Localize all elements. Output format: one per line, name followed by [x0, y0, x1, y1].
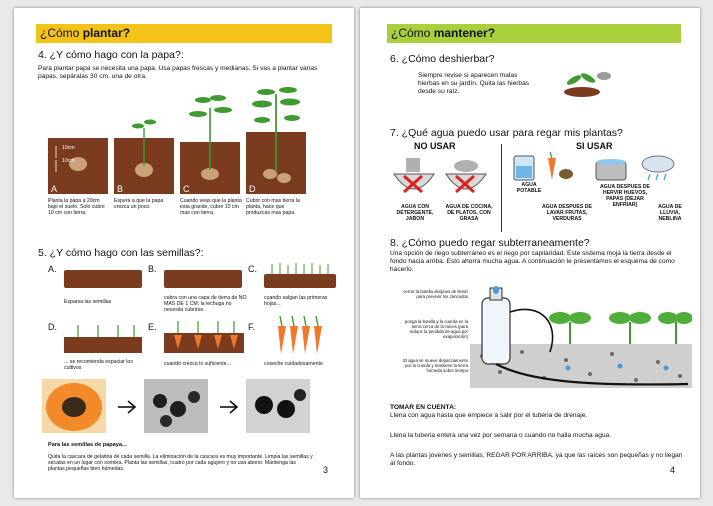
- drinking-water-icon: [514, 156, 534, 180]
- diagram-label-bury: ponga la botella y la cuerda en la tierra cerca de la raíces (para reducir la pendida de agua por evaporación): [404, 319, 468, 339]
- seed-letter-d: D.: [48, 322, 57, 332]
- no-use-label: NO USAR: [414, 141, 456, 151]
- seed-soil-b: [164, 270, 242, 288]
- papaya-photo: [42, 379, 106, 433]
- potato-panel-d: [246, 87, 306, 194]
- tip-2: Llena la tuberia entera una vez por semana o cuando no halla mucha agua.: [390, 432, 612, 439]
- page-number-left: 3: [323, 465, 329, 475]
- capillary-irrigation-diagram: [470, 282, 692, 394]
- diagram-label-wick: El agua se mueve depacciamente por la cuerda y mantiene la tierra húmeda sobre tiempo: [403, 358, 468, 373]
- section7-title: 7. ¿Qué agua puedo usar para regar mis plantas?: [390, 127, 623, 139]
- seed-caption-e: cuando crezca lo suficiente...: [164, 361, 231, 367]
- section6-text: Siempre revise si aparecen malas hierbas en su jardín. Quita las hierbas desde su raíz.: [418, 72, 530, 95]
- page-number-right: 4: [670, 465, 676, 475]
- depth-label-1: 10cm: [62, 145, 75, 151]
- seed-caption-f: coseche cuidadosamente: [264, 361, 323, 367]
- left-page: [14, 8, 354, 498]
- right-page: [360, 8, 700, 498]
- potato-panel-b: [114, 120, 174, 195]
- arrow-icon: [118, 401, 135, 413]
- seeds-photo-1: [144, 379, 208, 433]
- boiling-pot-icon: [596, 159, 626, 180]
- tips-title: TOMAR EN CUENTA:: [390, 404, 457, 411]
- potato-caption-c: Cuando veas que la planta esta grande, cubre 10 cm mas con tierra.: [180, 198, 242, 216]
- grown-carrots-in-soil: [164, 319, 244, 353]
- greasy-water-icon: [446, 160, 486, 192]
- potato-letter-c: C: [183, 184, 190, 194]
- seed-letter-e: E.: [148, 322, 157, 332]
- plant-row: [549, 312, 692, 344]
- tip-1: Llena con agua hasta que empiece a salir por el tuberia de drenaje.: [390, 412, 588, 419]
- yes-use-label: SI USAR: [576, 141, 613, 151]
- seed-letter-f: F.: [248, 322, 256, 332]
- vegetables-icon: [548, 152, 573, 180]
- detergent-water-icon: [394, 158, 434, 192]
- water-divider: [501, 144, 502, 232]
- diagram-label-cap: cerrar la botella despúes de llenar para prevenir los zancudos: [403, 289, 468, 299]
- harvested-carrots: [272, 314, 328, 354]
- seed-caption-c: cuando salgan las primeras hojas...: [264, 295, 328, 307]
- papaya-seed-photos: [42, 379, 328, 435]
- seed-letter-a: A.: [48, 264, 57, 274]
- arrow-icon: [220, 401, 237, 413]
- seed-caption-a: Esparsa las semillas: [64, 299, 112, 305]
- yes-item-3: AGUA DESPUES DE HERVIR HUEVOS, PAPAS (DEJAR ENFRIAR): [600, 184, 650, 208]
- yes-item-2: AGUA DESPUES DE LAVAR FRUTAS, VERDURAS: [542, 204, 592, 222]
- weeding-illustration: [560, 66, 616, 98]
- section5-title: 5. ¿Y cómo hago con las semillas?:: [38, 247, 204, 259]
- potato-letter-b: B: [117, 184, 124, 194]
- depth-label-2: 10cm: [62, 158, 75, 164]
- papaya-instructions: Quita la cascara de gelatina de cada semilla. La eliminación de la cascara es muy importante. Limpia las semillas y sécalas en un lugar con sombra. Planta las semillas, cuatro por cada agujero y no usa abono. Mantenga las plantas pequeñas bien húmedas.: [48, 454, 313, 472]
- papaya-caption: Para las semillas de papaya...: [48, 442, 127, 448]
- seed-soil-a: [64, 270, 142, 288]
- yes-item-4: AGUA DE LLUVIA, NEBLINA: [658, 204, 682, 222]
- water-drop-icon: [493, 286, 499, 294]
- left-header: ¿Cómo plantar?: [36, 24, 332, 43]
- seed-caption-d: ... se recomienda espaciar los cultivos: [64, 359, 133, 371]
- section6-title: 6. ¿Cómo deshierbar?: [390, 53, 495, 65]
- good-water-icons: [508, 152, 688, 182]
- yes-item-1: AGUA POTABLE: [516, 182, 542, 194]
- seedling-sprouts: [264, 260, 336, 276]
- section8-text: Una opción de riego subterráneo es el riego por capilaridad. Este sistema moja la tierra desde el fondo hacia arriba. Esto ahorra mucha agua. A continuación le presentamos el esquema de como hacerlo.: [390, 250, 675, 273]
- seed-caption-b: cubra con una capa de tierra de NO MAS DE 1 CM, la lechuga no necesita cubrirse.: [164, 295, 247, 313]
- potato-caption-b: Espera a que la papa crezca un poco.: [114, 198, 164, 210]
- potato-letter-d: D: [249, 184, 256, 194]
- water-bottle: [482, 288, 510, 364]
- seed-soil-c: [264, 274, 336, 288]
- bad-water-icons: [390, 154, 494, 200]
- potato-planting-diagram: [48, 86, 308, 206]
- rain-cloud-icon: [642, 156, 674, 180]
- no-item-1: AGUA CON DETERGENTE, JABON: [396, 204, 434, 222]
- seed-letter-c: C.: [248, 264, 257, 274]
- spaced-seedlings: [64, 321, 142, 353]
- potato-caption-a: Planta la papa a 20cm bajo el suelo. Solo cubre 10 cm con tierra.: [48, 198, 105, 216]
- section4-title: 4. ¿Y cómo hago con la papa?:: [38, 49, 184, 61]
- right-header: ¿Cómo mantener?: [387, 24, 681, 43]
- no-item-2: AGUA DE COCINA, DE PLATOS, CON GRASA: [445, 204, 493, 222]
- potato-caption-d: Cubrir con mas tierra la planta, hace que produzcas mas papa.: [246, 198, 300, 216]
- tip-3: A las plantas jovenes y semillas, REGAR POR ARRIBA, ya que las raíces son pequeñas y no llegan al fondo.: [390, 452, 683, 467]
- section8-title: 8. ¿Cómo puedo regar subterraneamente?: [390, 237, 590, 249]
- potato-letter-a: A: [51, 184, 58, 194]
- section4-intro: Para plantar papa se necesita una papa. Usa papas frescas y medianas. Si vas a plantar varias papas, sepáralas 30 cm. una de otra.: [38, 65, 318, 80]
- seeds-photo-2: [246, 379, 310, 433]
- potato-panel-c: [180, 95, 240, 194]
- seed-letter-b: B.: [148, 264, 157, 274]
